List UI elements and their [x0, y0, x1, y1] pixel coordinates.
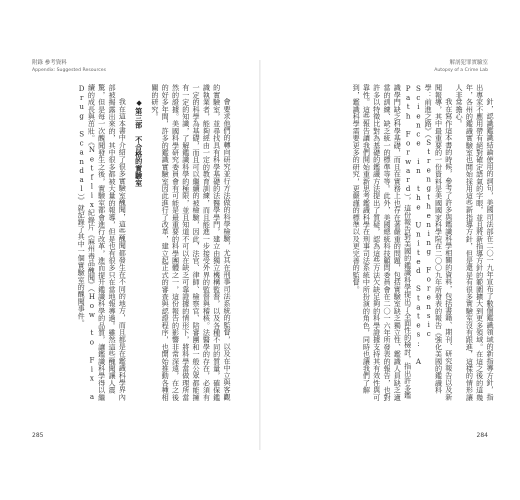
- left-body-text: [26, 84, 232, 404]
- section-heading: ◆第三部 不合格的實驗室: [134, 98, 144, 187]
- left-page-number: 285: [32, 432, 44, 439]
- left-header-title: 附錄 參考資料: [32, 60, 67, 66]
- right-body-text: [289, 84, 495, 404]
- right-running-header: [434, 60, 488, 74]
- paragraph: 針，認識鑑識結論使用的詞句，美國司法部在二〇一九年宣布了數個鑑識領域的新指導方針，指出專家不應用帶有絕對確定語氣的字眼，並且將新指導方針的範圍擴大到更多領域。在這之後的這幾年，各州的鑑識實驗室也開始採用這些新指導方針，但是還是有很多實驗室沒有跟進，這樣的情形讓人非常擔心。: [455, 84, 495, 401]
- left-running-header: [32, 60, 106, 74]
- right-header-title: 解剖犯罪實驗室: [449, 60, 488, 66]
- right-page: [261, 0, 520, 500]
- paragraph: 我在這本書中介紹了很多實驗室醜聞，這些醜聞都發生在不同的地方，而且都是在鑑識科學界內部被揭露出來的，其中很多都被大量的報導，但是也有很多只在當地報導過。雖然這些醜聞讓人震驚，但是每一次醜聞發生之後，實驗室都會進行改革，進而提升鑑識科學的品質，讓鑑識科學得以繼續的成長與茁壯。《Netflix紀錄片《麻州毒品醜聞》（How to Fix a Drug Scandal）》就記錄了其中一個實驗室的醜聞事件。: [77, 84, 128, 401]
- paragraph: 會要求他們的轉向研究並行方法做的科學檢驗，尤其在刑事司法系統的監督，以及在中立與客觀的實驗室，並尋找具有科學基礎的法醫學學門，建立由獨立機構監督，以及各種不同的質量，確保鑑識執業者，能夠經由一定的教育訓練，而且能進一步接受外界的監督與稽核。法醫學的存在，必須有一定的科學為基礎，而且可以繼續的被檢驗，因此，法官、律師、檢察官、陪審團和一般公眾都能擁有一定的知識，了解鑑識科學的極限，並且知道不可以在缺乏可靠證據的情形下，將科學當做理所當然的證據。美國科學研究委員會有可能是最重要的科學團體之一，這份報告的影響非常深遠，在之後的好多年間，許多的鑑識實驗室因此進行了改革，建立起正式的審查與認證程序，也開始推動各種相關的研究。: [150, 84, 232, 401]
- paragraph: 我在寫作這本書的時候，參考了許多與鑑識科學相關的資料，包括書籍、期刊、研究報告以及新聞報導，其中最重要的一份資料是美國國家科學院在二〇〇九年所發表的報告《強化美國的鑑識科學：前進之路》（Strengthening Forensic Science in the United States: A Path Forward），這份報告對美國的鑑識科學提出了全面性的檢討，指出許多鑑識學門缺乏科學基礎，而且在實務上也存在著嚴重的問題，包括實驗室缺乏獨立性、鑑識人員缺乏適當的訓練、缺乏統一的標準等等。此外，美國總統科技顧問委員會在二〇一六年所發表的報告，也對許多以特徵比對為基礎的鑑識方法提出了質疑，認為這些方法欠缺足夠的科學證據支持其有效性與可靠性。這些報告讓我們開始重新思考鑑識科學在刑事司法系統中所扮演的角色，同時也讓我們了解到，鑑識科學需要更多的研究，更嚴謹的標準以及更完善的監督。: [352, 84, 454, 401]
- left-header-subtitle: Appendix: Suggested Resources: [32, 68, 106, 73]
- right-header-subtitle: Autopsy of a Crime Lab: [434, 68, 488, 73]
- right-page-number: 284: [476, 432, 488, 439]
- left-page: [0, 0, 259, 500]
